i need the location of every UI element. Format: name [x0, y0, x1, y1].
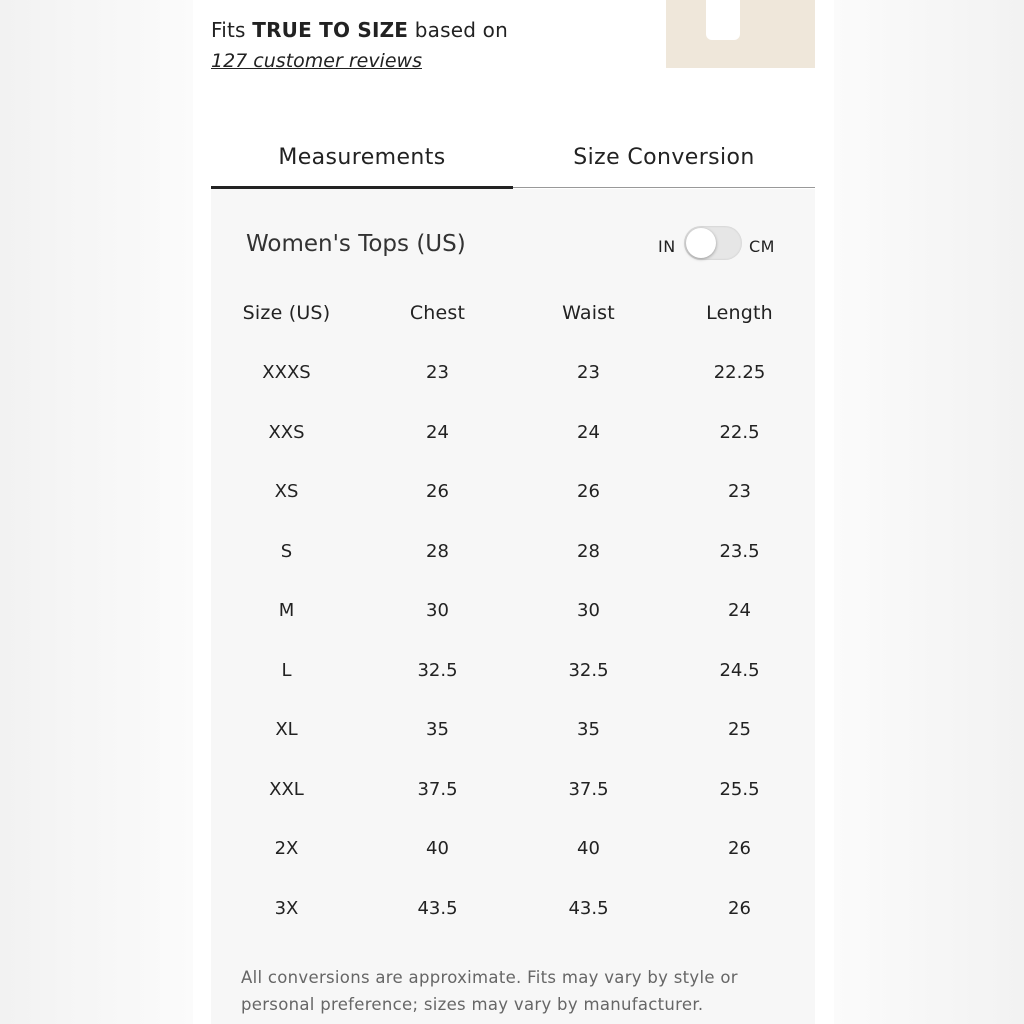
- tab-size-conversion[interactable]: Size Conversion: [513, 130, 815, 188]
- table-row: [211, 819, 815, 879]
- cell-waist: 23: [577, 362, 600, 384]
- cell-length: 22.5: [719, 421, 760, 443]
- tab-measurements[interactable]: Measurements: [211, 130, 513, 190]
- cell-chest: 26: [426, 481, 449, 503]
- cell-waist: 30: [577, 600, 600, 622]
- size-table: [211, 283, 815, 938]
- cell-length: 26: [728, 838, 751, 860]
- cell-waist: 35: [577, 719, 600, 741]
- cell-size: XXS: [268, 421, 305, 443]
- cell-size: XL: [275, 719, 298, 741]
- cell-length: 24: [728, 600, 751, 622]
- header-waist: Waist: [562, 302, 615, 324]
- table-header-row: [211, 283, 815, 343]
- product-thumbnail[interactable]: [666, 0, 815, 68]
- background-right: [834, 0, 1024, 1024]
- cell-size: XXL: [269, 778, 304, 800]
- cell-size: M: [278, 600, 295, 622]
- cell-waist: 43.5: [568, 897, 609, 919]
- cell-chest: 23: [426, 362, 449, 384]
- fit-prefix: Fits: [211, 18, 246, 42]
- cell-waist: 32.5: [568, 659, 609, 681]
- unit-toggle[interactable]: [684, 226, 742, 260]
- unit-cm-label: CM: [749, 237, 775, 256]
- cell-waist: 40: [577, 838, 600, 860]
- customer-reviews-link[interactable]: 127 customer reviews: [211, 50, 422, 72]
- table-row: [211, 343, 815, 403]
- cell-length: 25.5: [719, 778, 760, 800]
- cell-length: 25: [728, 719, 751, 741]
- cell-size: 2X: [274, 838, 299, 860]
- cell-size: XS: [274, 481, 299, 503]
- cell-size: L: [281, 659, 292, 681]
- cell-length: 22.25: [713, 362, 766, 384]
- size-table-body: [211, 343, 815, 938]
- cell-chest: 32.5: [417, 659, 458, 681]
- header-length: Length: [706, 302, 773, 324]
- table-row: [211, 760, 815, 820]
- cell-length: 26: [728, 897, 751, 919]
- disclaimer-note: All conversions are approximate. Fits may vary by style or personal preference; sizes may vary by manufacturer.: [241, 968, 738, 1014]
- cell-chest: 43.5: [417, 897, 458, 919]
- cell-chest: 40: [426, 838, 449, 860]
- cell-length: 23.5: [719, 540, 760, 562]
- cell-chest: 30: [426, 600, 449, 622]
- header-chest: Chest: [409, 302, 466, 324]
- cell-waist: 24: [577, 421, 600, 443]
- cell-length: 24.5: [719, 659, 760, 681]
- fit-suffix: based on: [414, 18, 508, 42]
- table-row: [211, 462, 815, 522]
- header-size: Size (US): [242, 302, 331, 324]
- toggle-knob: [686, 228, 716, 258]
- fit-summary: [211, 18, 508, 42]
- cell-waist: 37.5: [568, 778, 609, 800]
- measurements-panel: [211, 189, 815, 1024]
- background-left: [0, 0, 193, 1024]
- table-row: [211, 700, 815, 760]
- table-row: [211, 641, 815, 701]
- cell-chest: 28: [426, 540, 449, 562]
- cell-waist: 28: [577, 540, 600, 562]
- cell-waist: 26: [577, 481, 600, 503]
- cell-size: 3X: [274, 897, 299, 919]
- table-row: [211, 522, 815, 582]
- cell-chest: 35: [426, 719, 449, 741]
- product-image: [706, 0, 740, 40]
- cell-chest: 24: [426, 421, 449, 443]
- size-guide-tabs: [211, 130, 815, 188]
- fit-rating: TRUE TO SIZE: [252, 18, 409, 42]
- table-row: [211, 879, 815, 939]
- unit-in-label: IN: [658, 237, 676, 256]
- section-title: Women's Tops (US): [246, 231, 466, 257]
- cell-length: 23: [728, 481, 751, 503]
- cell-size: XXXS: [262, 362, 311, 384]
- size-guide-panel: [193, 0, 834, 1024]
- table-row: [211, 403, 815, 463]
- cell-chest: 37.5: [417, 778, 458, 800]
- table-row: [211, 581, 815, 641]
- cell-size: S: [280, 540, 293, 562]
